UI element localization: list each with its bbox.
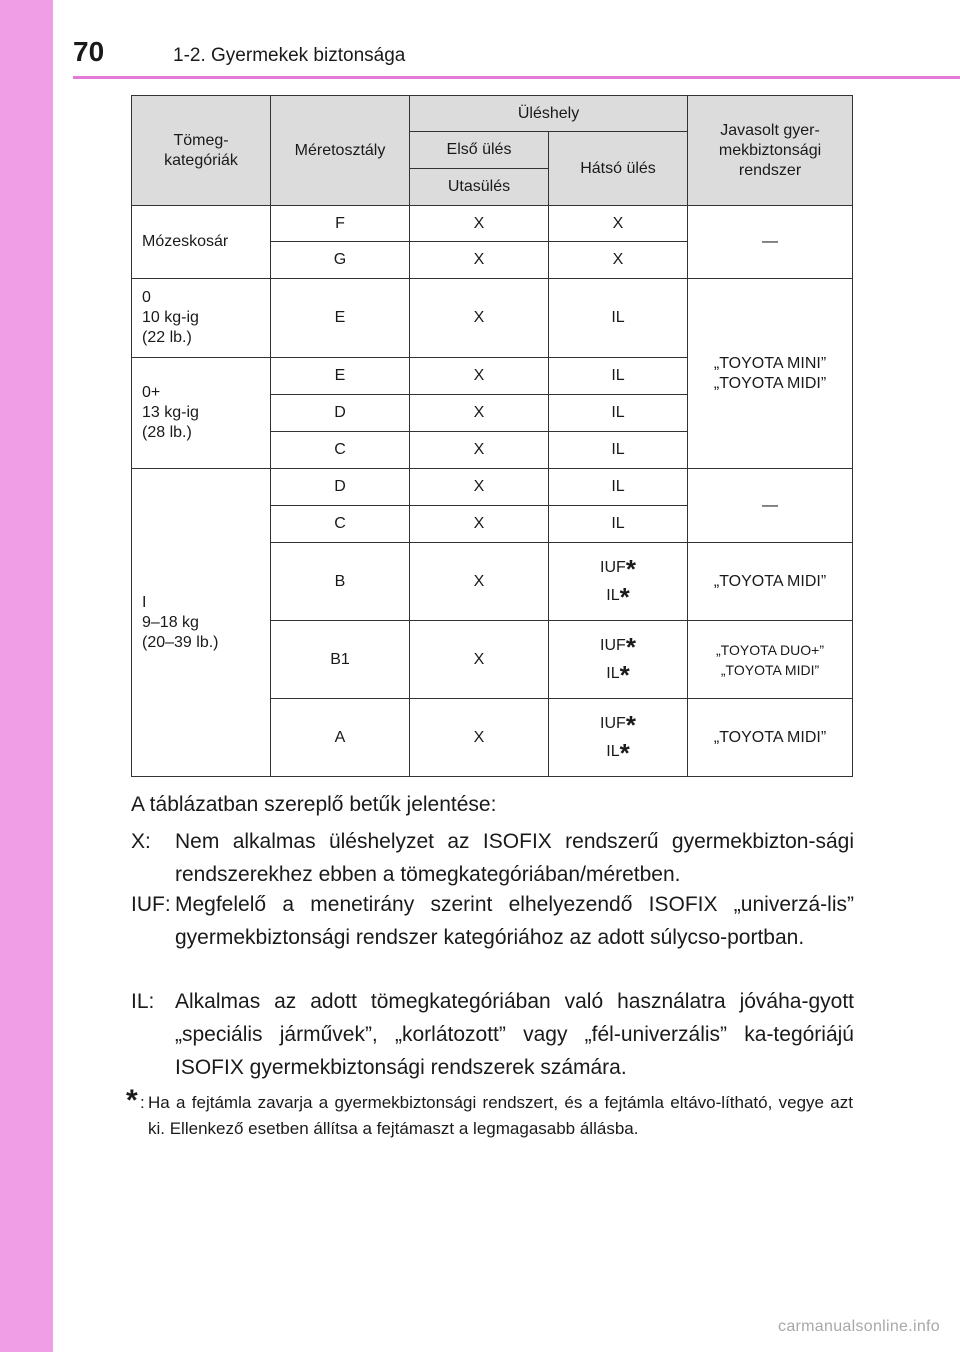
asterisk-mark: * (625, 709, 636, 740)
rear-cell: IL (549, 358, 688, 395)
rear-cell: IL (549, 279, 688, 358)
size-cell: E (271, 279, 410, 358)
rear-cell (549, 621, 688, 699)
front-cell: X (410, 432, 549, 469)
size-cell: B1 (271, 621, 410, 699)
recommended-cell: „TOYOTA MINI” „TOYOTA MIDI” (688, 279, 853, 469)
isofix-table (131, 95, 853, 777)
size-cell: B (271, 543, 410, 621)
front-cell: X (410, 621, 549, 699)
front-cell: X (410, 242, 549, 279)
group-0-plus: 0+ 13 kg-ig (28 lb.) (132, 358, 271, 469)
front-cell: X (410, 395, 549, 432)
section-title: 1-2. Gyermekek biztonsága (173, 45, 406, 66)
header-rule (73, 76, 960, 79)
legend-text: Megfelelő a menetirány szerint elhelyezendő ISOFIX „univerzá-lis” gyermekbiztonsági rendszer kategóriához az adott súlycso-portban. (175, 893, 854, 949)
header-size-class: Méretosztály (271, 96, 410, 206)
size-cell: D (271, 469, 410, 506)
legend-item-iuf (131, 888, 854, 954)
legend-item-il (131, 985, 854, 1084)
front-cell: X (410, 469, 549, 506)
rear-value: IUF (600, 636, 626, 654)
legend-text: Alkalmas az adott tömegkategóriában való használatra jóváha-gyott „speciális járművek”, „korlátozott” vagy „fél-univerzális” ka-tegóriájú ISOFIX gyermekbiztonsági rendszerek számára. (175, 990, 854, 1079)
size-cell: C (271, 432, 410, 469)
rear-value: IL (606, 742, 620, 760)
front-cell: X (410, 543, 549, 621)
legend-key: X: (131, 830, 151, 853)
group-1: I 9–18 kg (20–39 lb.) (132, 469, 271, 777)
size-cell: A (271, 699, 410, 777)
asterisk-mark: * (619, 737, 630, 768)
asterisk-mark: * (625, 553, 636, 584)
rear-value: IL (606, 664, 620, 682)
rear-cell: IL (549, 469, 688, 506)
size-cell: C (271, 506, 410, 543)
size-cell: D (271, 395, 410, 432)
rear-cell: X (549, 242, 688, 279)
rear-cell: IL (549, 506, 688, 543)
recommended-cell: „TOYOTA MIDI” (688, 699, 853, 777)
front-cell: X (410, 358, 549, 395)
rear-value: IL (606, 586, 620, 604)
size-cell: F (271, 206, 410, 242)
rear-cell: IL (549, 395, 688, 432)
front-cell: X (410, 506, 549, 543)
table-row (132, 206, 853, 242)
rear-cell: X (549, 206, 688, 242)
header-front-seat: Első ülés (410, 132, 549, 169)
side-color-bar (0, 0, 53, 1352)
watermark: carmanualsonline.info (778, 1318, 940, 1335)
footnote (126, 1084, 853, 1142)
group-0: 0 10 kg-ig (22 lb.) (132, 279, 271, 358)
front-cell: X (410, 699, 549, 777)
rear-cell (549, 699, 688, 777)
legend-key: IL: (131, 990, 155, 1013)
legend-text: Nem alkalmas üléshelyzet az ISOFIX rendszerű gyermekbizton-sági rendszerekhez ebben a tömegkategóriában/méretben. (175, 830, 854, 886)
header-mass-category: Tömeg- kategóriák (132, 96, 271, 206)
recommended-cell: — (688, 469, 853, 543)
front-cell: X (410, 206, 549, 242)
footnote-text: Ha a fejtámla zavarja a gyermekbiztonsági rendszert, és a fejtámla eltávo-lítható, vegye azt ki. Ellenkező esetben állítsa a fejtámaszt a legmagasabb állásba. (148, 1093, 853, 1138)
table-row (132, 279, 853, 358)
legend-key: IUF: (131, 893, 171, 916)
header-seat-position: Üléshely (410, 96, 688, 132)
legend-item-x (131, 825, 854, 891)
size-cell: G (271, 242, 410, 279)
header-rear-seat: Hátsó ülés (549, 132, 688, 206)
table-row (132, 469, 853, 506)
size-cell: E (271, 358, 410, 395)
page-number: 70 (73, 36, 105, 67)
header-recommended-system: Javasolt gyer- mekbiztonsági rendszer (688, 96, 853, 206)
rear-value: IUF (600, 714, 626, 732)
rear-cell (549, 543, 688, 621)
recommended-cell: „TOYOTA MIDI” (688, 543, 853, 621)
footnote-mark: * (126, 1084, 138, 1117)
group-carrycot: Mózeskosár (132, 206, 271, 279)
rear-value: IUF (600, 558, 626, 576)
asterisk-mark: * (625, 631, 636, 662)
recommended-cell: — (688, 206, 853, 279)
rear-cell: IL (549, 432, 688, 469)
front-cell: X (410, 279, 549, 358)
header-passenger-seat: Utasülés (410, 169, 549, 206)
legend-title: A táblázatban szereplő betűk jelentése: (131, 793, 497, 816)
asterisk-mark: * (619, 659, 630, 690)
asterisk-mark: * (619, 581, 630, 612)
recommended-cell: „TOYOTA DUO+” „TOYOTA MIDI” (688, 621, 853, 699)
footnote-colon: : (140, 1093, 145, 1112)
